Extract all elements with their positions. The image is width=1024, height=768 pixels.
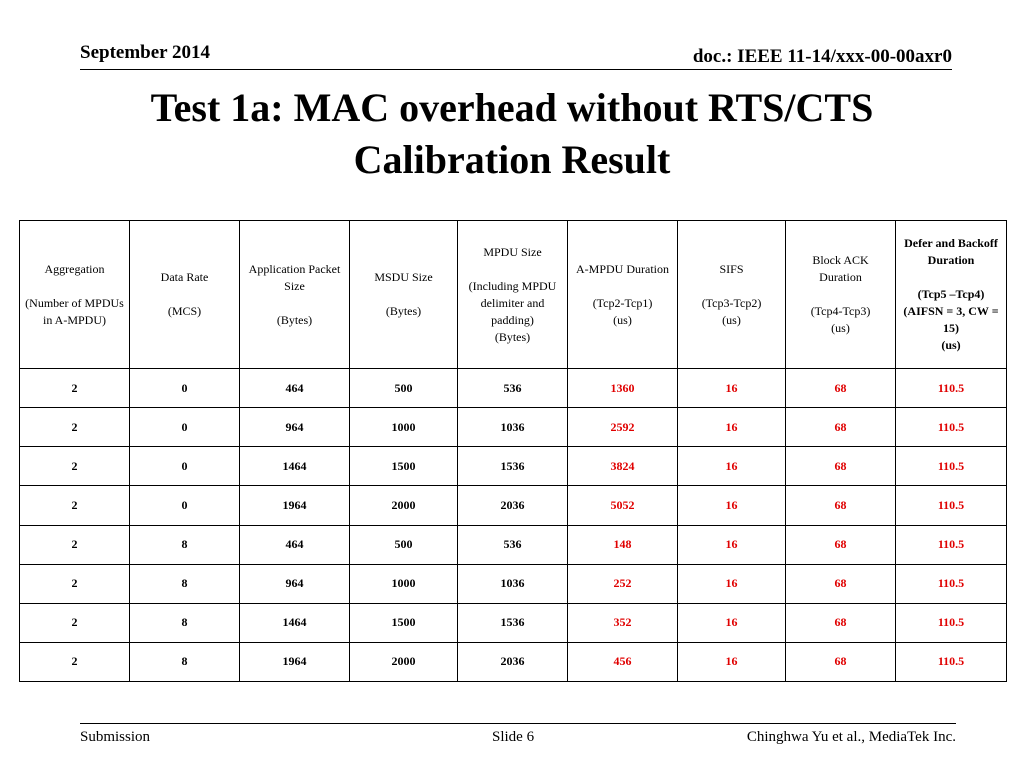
header-divider — [80, 69, 952, 70]
table-cell: 536 — [458, 525, 568, 564]
table-row — [20, 525, 1007, 564]
table-cell: 16 — [678, 603, 786, 642]
column-header: Data Rate (MCS) — [130, 221, 240, 369]
column-header: Application Packet Size (Bytes) — [240, 221, 350, 369]
table-cell: 68 — [786, 642, 896, 681]
table-cell: 964 — [240, 408, 350, 447]
column-header: SIFS (Tcp3-Tcp2) (us) — [678, 221, 786, 369]
table-row — [20, 603, 1007, 642]
table-cell: 1360 — [568, 369, 678, 408]
column-header: MPDU Size (Including MPDU delimiter and padding) (Bytes) — [458, 221, 568, 369]
table-cell: 8 — [130, 525, 240, 564]
table-cell: 536 — [458, 369, 568, 408]
table-cell: 2592 — [568, 408, 678, 447]
table-cell: 964 — [240, 564, 350, 603]
table-cell: 464 — [240, 525, 350, 564]
table-cell: 1000 — [350, 564, 458, 603]
column-header: Block ACK Duration (Tcp4-Tcp3) (us) — [786, 221, 896, 369]
table-cell: 68 — [786, 564, 896, 603]
table-cell: 2 — [20, 603, 130, 642]
table-cell: 68 — [786, 408, 896, 447]
table-cell: 2 — [20, 369, 130, 408]
table-cell: 16 — [678, 564, 786, 603]
table-cell: 5052 — [568, 486, 678, 525]
table-cell: 1500 — [350, 447, 458, 486]
table-row — [20, 642, 1007, 681]
table-cell: 456 — [568, 642, 678, 681]
table-cell: 1500 — [350, 603, 458, 642]
footer-authors: Chinghwa Yu et al., MediaTek Inc. — [746, 729, 956, 745]
column-header: A-MPDU Duration (Tcp2-Tcp1) (us) — [568, 221, 678, 369]
table-cell: 0 — [130, 486, 240, 525]
table-cell: 8 — [130, 642, 240, 681]
table-cell: 1964 — [240, 642, 350, 681]
table-cell: 1000 — [350, 408, 458, 447]
table-cell: 16 — [678, 486, 786, 525]
table-cell: 1036 — [458, 564, 568, 603]
table-row — [20, 447, 1007, 486]
table-cell: 68 — [786, 603, 896, 642]
table-cell: 1536 — [458, 603, 568, 642]
table-cell: 110.5 — [896, 447, 1007, 486]
table-cell: 110.5 — [896, 369, 1007, 408]
slide-title — [0, 82, 1024, 186]
table-row — [20, 369, 1007, 408]
table-cell: 16 — [678, 369, 786, 408]
table-cell: 2 — [20, 564, 130, 603]
table-cell: 500 — [350, 525, 458, 564]
table-row — [20, 408, 1007, 447]
table-cell: 110.5 — [896, 642, 1007, 681]
column-header: Aggregation (Number of MPDUs in A-MPDU) — [20, 221, 130, 369]
table-cell: 68 — [786, 447, 896, 486]
table-cell: 8 — [130, 564, 240, 603]
table-cell: 110.5 — [896, 564, 1007, 603]
slide-title-line-1: Test 1a: MAC overhead without RTS/CTS — [150, 85, 874, 130]
table-header-row — [20, 221, 1007, 369]
table-cell: 110.5 — [896, 486, 1007, 525]
table-cell: 352 — [568, 603, 678, 642]
table-cell: 1964 — [240, 486, 350, 525]
column-header: MSDU Size (Bytes) — [350, 221, 458, 369]
table-cell: 110.5 — [896, 603, 1007, 642]
table-cell: 500 — [350, 369, 458, 408]
table-cell: 1464 — [240, 603, 350, 642]
footer-submission: Submission — [80, 729, 151, 745]
header-doc-id: doc.: IEEE 11-14/xxx-00-00axr0 — [692, 46, 952, 67]
table-cell: 2000 — [350, 486, 458, 525]
table-cell: 2 — [20, 447, 130, 486]
slide-title-line-2: Calibration Result — [353, 137, 671, 182]
table-cell: 16 — [678, 408, 786, 447]
table-row — [20, 564, 1007, 603]
table-cell: 464 — [240, 369, 350, 408]
table-cell: 68 — [786, 525, 896, 564]
table-cell: 2 — [20, 486, 130, 525]
column-header: Defer and Backoff Duration (Tcp5 –Tcp4) (AIFSN = 3, CW = 15) (us) — [896, 221, 1007, 369]
table-cell: 16 — [678, 642, 786, 681]
table-cell: 2 — [20, 642, 130, 681]
table-cell: 2 — [20, 525, 130, 564]
table-cell: 2036 — [458, 642, 568, 681]
table-cell: 2 — [20, 408, 130, 447]
table-cell: 68 — [786, 486, 896, 525]
table-cell: 16 — [678, 447, 786, 486]
calibration-results-table — [19, 220, 1007, 682]
footer-divider — [80, 723, 956, 724]
table-cell: 1036 — [458, 408, 568, 447]
header-date: September 2014 — [80, 42, 210, 63]
table-cell: 252 — [568, 564, 678, 603]
footer-slide-number: Slide 6 — [492, 729, 535, 745]
table-cell: 1464 — [240, 447, 350, 486]
table-cell: 1536 — [458, 447, 568, 486]
table-body — [20, 369, 1007, 682]
table-cell: 0 — [130, 447, 240, 486]
table-cell: 8 — [130, 603, 240, 642]
table-cell: 0 — [130, 408, 240, 447]
table-cell: 2000 — [350, 642, 458, 681]
table-cell: 148 — [568, 525, 678, 564]
table-cell: 2036 — [458, 486, 568, 525]
table-cell: 16 — [678, 525, 786, 564]
table-cell: 0 — [130, 369, 240, 408]
table-row — [20, 486, 1007, 525]
table-cell: 110.5 — [896, 408, 1007, 447]
table-cell: 68 — [786, 369, 896, 408]
table-cell: 110.5 — [896, 525, 1007, 564]
table-cell: 3824 — [568, 447, 678, 486]
